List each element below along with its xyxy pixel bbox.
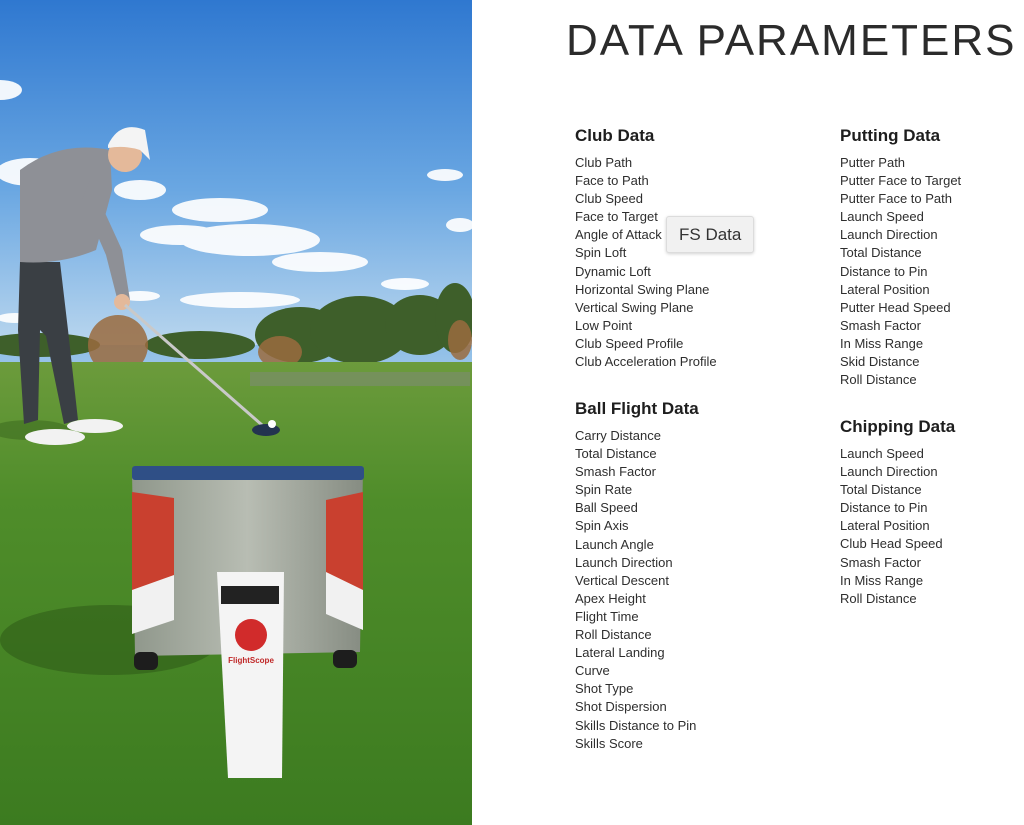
parameter-item: Face to Target <box>575 209 658 225</box>
parameter-item: Skills Score <box>575 735 643 751</box>
parameter-item: Shot Type <box>575 681 634 697</box>
parameter-item: Flight Time <box>575 608 639 624</box>
parameter-item: Vertical Swing Plane <box>575 299 694 315</box>
ball-flight-data-section <box>575 399 775 753</box>
parameter-item: Apex Height <box>575 590 646 606</box>
parameter-item: Club Path <box>575 155 633 170</box>
parameter-item: Club Head Speed <box>840 536 943 552</box>
parameter-item: Launch Speed <box>840 446 924 461</box>
parameter-item: Angle of Attack <box>575 227 662 243</box>
parameter-item: Roll Distance <box>840 372 917 388</box>
parameter-item: Launch Angle <box>575 536 654 552</box>
parameter-item: Distance to Pin <box>840 500 928 516</box>
parameter-item: In Miss Range <box>840 572 924 588</box>
page-title: DATA PARAMETERS <box>566 16 1017 65</box>
parameter-list <box>575 427 775 753</box>
parameter-item: Roll Distance <box>840 590 917 606</box>
parameter-item: Smash Factor <box>840 554 921 570</box>
parameter-item: Smash Factor <box>575 464 656 480</box>
parameter-item: Distance to Pin <box>840 263 928 279</box>
parameter-list <box>840 445 1024 608</box>
device-logo-text: FlightScope <box>228 656 274 665</box>
parameter-item: Club Acceleration Profile <box>575 354 717 370</box>
parameter-item: In Miss Range <box>840 335 924 351</box>
parameter-item: Club Speed Profile <box>575 335 684 351</box>
parameter-item: Putter Face to Path <box>840 191 953 207</box>
parameter-item: Face to Path <box>575 173 649 189</box>
parameter-item: Lateral Position <box>840 518 930 534</box>
parameter-item: Total Distance <box>840 482 922 498</box>
golf-scene-illustration <box>0 0 472 825</box>
parameter-item: Total Distance <box>840 245 922 261</box>
section-title: Ball Flight Data <box>575 399 699 418</box>
fs-data-tooltip: FS Data <box>666 216 754 253</box>
golfer-photo <box>0 0 472 825</box>
parameter-item: Skid Distance <box>840 354 920 370</box>
parameter-item: Low Point <box>575 317 633 333</box>
parameter-item: Vertical Descent <box>575 572 669 588</box>
parameter-item: Dynamic Loft <box>575 263 651 279</box>
parameter-item: Lateral Position <box>840 281 930 297</box>
parameter-item: Launch Direction <box>840 227 938 243</box>
section-title: Putting Data <box>840 126 941 145</box>
parameter-item: Total Distance <box>575 446 657 462</box>
parameter-item: Spin Loft <box>575 245 627 261</box>
parameter-item: Shot Dispersion <box>575 699 667 715</box>
parameter-item: Carry Distance <box>575 428 661 443</box>
section-title: Club Data <box>575 126 655 145</box>
parameter-item: Putter Head Speed <box>840 299 951 315</box>
parameter-item: Launch Direction <box>840 464 938 480</box>
parameter-list <box>575 154 775 371</box>
parameter-item: Putter Face to Target <box>840 173 962 189</box>
parameter-item: Spin Rate <box>575 482 633 498</box>
parameter-item: Roll Distance <box>575 627 652 643</box>
parameter-item: Club Speed <box>575 191 643 207</box>
parameter-item: Spin Axis <box>575 518 629 534</box>
chipping-data-section <box>840 417 1024 608</box>
parameter-item: Ball Speed <box>575 500 638 516</box>
parameter-item: Curve <box>575 663 610 679</box>
parameter-item: Smash Factor <box>840 317 921 333</box>
parameter-item: Horizontal Swing Plane <box>575 281 710 297</box>
parameter-item: Skills Distance to Pin <box>575 717 697 733</box>
parameter-list <box>840 154 1024 389</box>
putting-data-section <box>840 126 1024 389</box>
section-title: Chipping Data <box>840 417 956 436</box>
parameter-item: Lateral Landing <box>575 645 665 661</box>
parameter-item: Launch Direction <box>575 554 673 570</box>
parameter-item: Launch Speed <box>840 209 924 225</box>
parameter-item: Putter Path <box>840 155 906 170</box>
